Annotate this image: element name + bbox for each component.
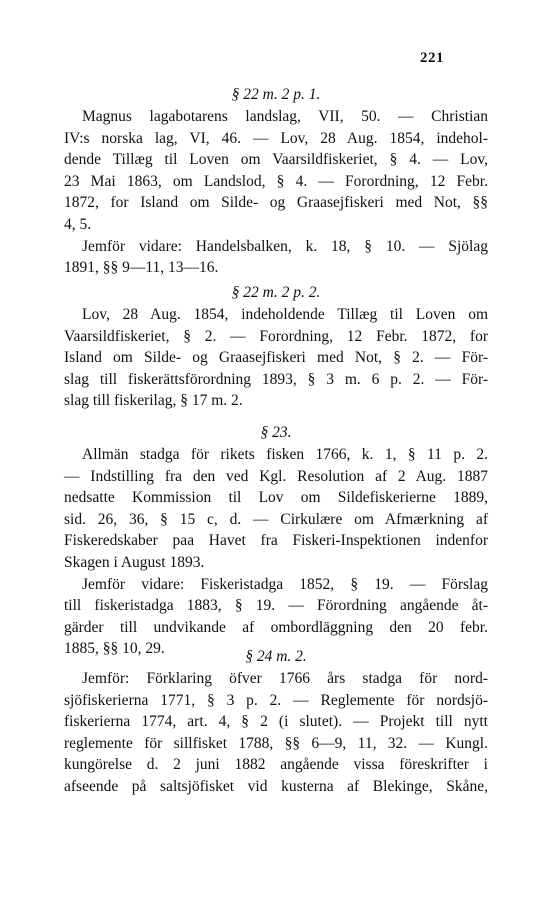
text-line: Vaarsildfiskeriet, § 2. — Forordning, 12 Febr. 1872, for — [64, 327, 488, 345]
text-line: fiskerierna 1774, art. 4, § 2 (i slutet). — Projekt till nytt — [64, 713, 488, 731]
section-22-2-2 — [64, 282, 488, 412]
text-line: till fiskeristadga 1883, § 19. — Förordning angående åt- — [64, 597, 488, 615]
text-line: Fiskeredskaber paa Havet fra Fiskeri-Inspektionen indenfor — [64, 532, 488, 550]
text-line: 23 Mai 1863, om Landslod, § 4. — Forordning, 12 Febr. — [64, 172, 488, 190]
page-number: 221 — [420, 50, 444, 66]
text-line: sid. 26, 36, § 15 c, d. — Cirkulære om Afmærkning af — [64, 510, 488, 528]
text-line: nedsatte Kommission til Lov om Sildefiskerierne 1889, — [64, 489, 488, 507]
text-line: 1872, for Island om Silde- og Graasejfiskeri med Not, §§ — [64, 194, 488, 212]
text-line: reglemente för sillfisket 1788, §§ 6—9, 11, 32. — Kungl. — [64, 734, 488, 752]
text-line: Island om Silde- og Graasejfiskeri med Not, § 2. — För- — [64, 349, 488, 367]
text-line: Jemför: Förklaring öfver 1766 års stadga för nord- — [82, 670, 488, 687]
text-line: slag till fiskerilag, § 17 m. 2. — [64, 392, 243, 410]
section-23 — [64, 422, 488, 660]
text-line: sjöfiskerierna 1771, § 3 p. 2. — Reglemente för nordsjö- — [64, 691, 488, 709]
section-heading: § 22 m. 2 p. 1. — [231, 86, 321, 103]
section-heading: § 24 m. 2. — [245, 648, 307, 665]
text-line: — Indstilling fra den ved Kgl. Resolution af 2 Aug. 1887 — [64, 467, 488, 485]
text-line: Magnus lagabotarens landslag, VII, 50. — Christian — [82, 108, 488, 125]
section-heading: § 23. — [260, 424, 292, 441]
section-24-2 — [64, 646, 488, 798]
text-line: 1885, §§ 10, 29. — [64, 640, 165, 658]
text-line: Jemför vidare: Fiskeristadga 1852, § 19. — Förslag — [82, 575, 488, 593]
text-line: afseende på saltsjöfisket vid kusterna af Blekinge, Skåne, — [64, 777, 488, 795]
text-line: 1891, §§ 9—11, 13—16. — [64, 259, 219, 277]
text-line: gärder till undvikande af ombordläggning den 20 febr. — [64, 618, 488, 636]
section-heading: § 22 m. 2 p. 2. — [231, 284, 321, 301]
text-line: Allmän stadga för rikets fisken 1766, k. 1, § 11 p. 2. — [82, 446, 488, 463]
text-line: kungörelse d. 2 juni 1882 angående vissa föreskrifter i — [64, 756, 488, 774]
text-line: 4, 5. — [64, 215, 92, 233]
text-line: Jemför vidare: Handelsbalken, k. 18, § 10. — Sjölag — [82, 237, 488, 255]
section-22-2-1 — [64, 84, 488, 279]
text-line: slag till fiskerättsförordning 1893, § 3 m. 6 p. 2. — För- — [64, 370, 488, 388]
text-line: Lov, 28 Aug. 1854, indeholdende Tillæg til Loven om — [82, 306, 488, 323]
text-line: dende Tillæg til Loven om Vaarsildfiskeriet, § 4. — Lov, — [64, 151, 488, 169]
text-line: IV:s norska lag, VI, 46. — Lov, 28 Aug. 1854, indehol- — [64, 129, 488, 147]
text-line: Skagen i August 1893. — [64, 553, 205, 571]
